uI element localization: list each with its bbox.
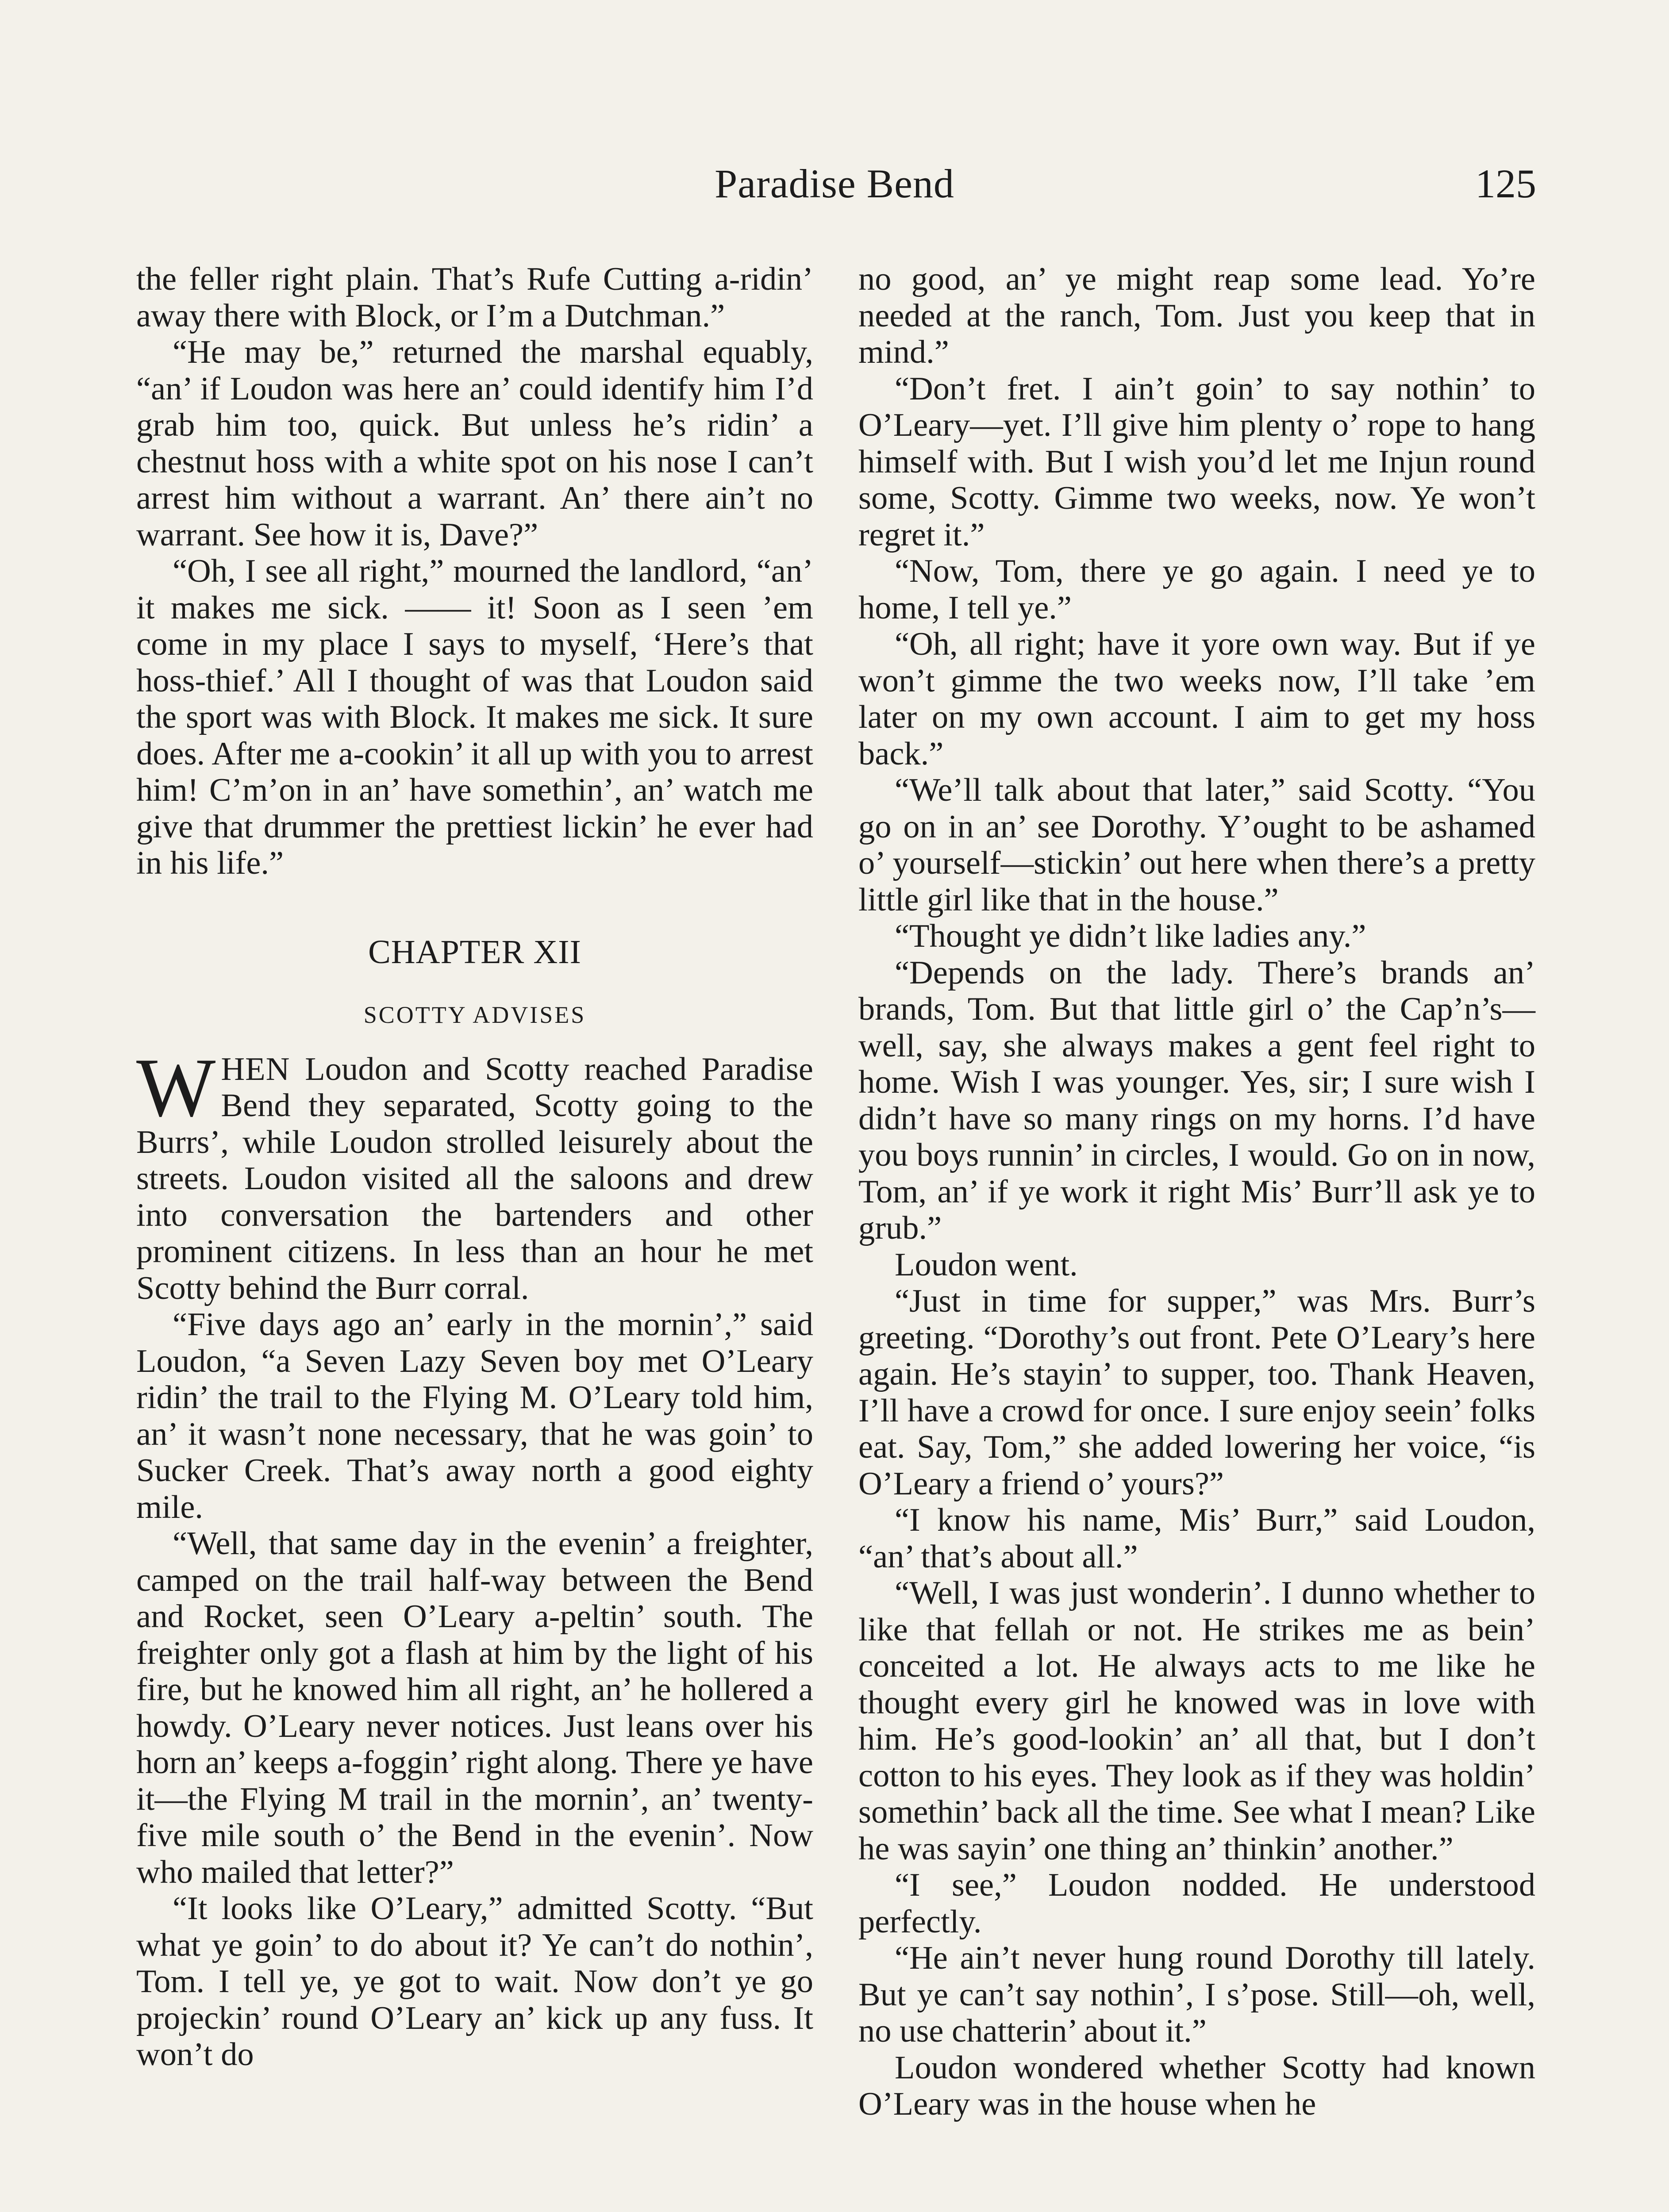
opening-smallcaps: HEN — [221, 1051, 290, 1087]
paragraph: “Now, Tom, there ye go again. I need ye to home, I tell ye.” — [858, 553, 1535, 626]
paragraph: “Five days ago an’ early in the mornin’,” said Loudon, “a Seven Lazy Seven boy met O’Leary ridin’ the trail to the Flying M. O’Leary told him, an’ it wasn’t none necessary, that he was goin’ to Sucker Creek. That’s away north a good eighty mile. — [136, 1306, 813, 1525]
chapter-title: CHAPTER XII — [368, 933, 581, 971]
paragraph: “Just in time for supper,” was Mrs. Burr’s greeting. “Dorothy’s out front. Pete O’Leary’s here again. He’s stayin’ to supper, too. Thank Heaven, I’ll have a crowd for once. I sure enjoy seein’ folks eat. Say, Tom,” she added lowering her voice, “is O’Leary a friend o’ yours?” — [858, 1283, 1535, 1502]
paragraph: “He may be,” returned the marshal equably, “an’ if Loudon was here an’ could identify him I’d grab him too, quick. But unless he’s ridin’ a chestnut hoss with a white spot on his nose I can’t arrest him without a warrant. An’ there ain’t no warrant. See how it is, Dave?” — [136, 334, 813, 553]
running-header — [133, 160, 1536, 213]
paragraph: “I know his name, Mis’ Burr,” said Loudon, “an’ that’s about all.” — [858, 1502, 1535, 1575]
paragraph: “He ain’t never hung round Dorothy till lately. But ye can’t say nothin’, I s’pose. Still—oh, well, no use chatterin’ about it.” — [858, 1940, 1535, 2049]
paragraph: the feller right plain. That’s Rufe Cutting a-ridin’ away there with Block, or I’m a Dutchman.” — [136, 261, 813, 334]
paragraph: “Oh, all right; have it yore own way. But if ye won’t gimme the two weeks now, I’ll take ’em later on my own account. I aim to get my hoss back.” — [858, 626, 1535, 772]
paragraph: no good, an’ ye might reap some lead. Yo’re needed at the ranch, Tom. Just you keep that in mind.” — [858, 261, 1535, 370]
opening-paragraph — [136, 1041, 813, 1307]
page-number: 125 — [1475, 161, 1536, 206]
paragraph: “It looks like O’Leary,” admitted Scotty. “But what ye goin’ to do about it? Ye can’t do nothin’, Tom. I tell ye, ye got to wait. Now don’t ye go projeckin’ round O’Leary an’ kick up any fuss. It won’t do — [136, 1890, 813, 2073]
paragraph: “We’ll talk about that later,” said Scotty. “You go on in an’ see Dorothy. Y’ought to be ashamed o’ yourself—stickin’ out here when there’s a pretty little girl like that in the house.” — [858, 772, 1535, 918]
running-title: Paradise Bend — [715, 161, 954, 206]
paragraph: “Depends on the lady. There’s brands an’ brands, Tom. But that little girl o’ the Cap’n’s—well, say, she always makes a gent feel right to home. Wish I was younger. Yes, sir; I sure wish I didn’t have so many rings on my horns. I’d have you boys runnin’ in circles, I would. Go on in now, Tom, an’ if ye work it right Mis’ Burr’ll ask ye to grub.” — [858, 954, 1535, 1246]
paragraph: Loudon went. — [894, 1246, 1078, 1283]
paragraph: “Thought ye didn’t like ladies any.” — [894, 918, 1366, 954]
drop-cap: W — [136, 1041, 216, 1134]
paragraph: “Oh, I see all right,” mourned the landlord, “an’ it makes me sick. —— it! Soon as I seen ’em come in my place I says to myself, ‘Here’s that hoss-thief.’ All I thought of was that Loudon said the sport was with Block. It makes me sick. It sure does. After me a-cookin’ it all up with you to arrest him! C’m’on in an’ have somethin’, an’ watch me give that drummer the prettiest lickin’ he ever had in his life.” — [136, 553, 813, 881]
opening-text: Loudon and Scotty reached Paradise Bend they separated, Scotty going to the Burrs’, while Loudon strolled leisurely about the streets. Loudon visited all the saloons and drew into conversation the bartenders and other prominent citizens. In less than an hour he met Scotty behind the Burr corral. — [136, 1051, 813, 1306]
right-column — [858, 261, 1535, 2123]
left-column — [136, 261, 813, 2073]
paragraph: “Well, that same day in the evenin’ a freighter, camped on the trail half-way between the Bend and Rocket, seen O’Leary a-peltin’ south. The freighter only got a flash at him by the light of his fire, but he knowed him all right, an’ he hollered a howdy. O’Leary never notices. Just leans over his horn an’ keeps a-foggin’ right along. There ye have it—the Flying M trail in the mornin’, an’ twenty-five mile south o’ the Bend in the evenin’. Now who mailed that letter?” — [136, 1525, 813, 1890]
paragraph: Loudon wondered whether Scotty had known O’Leary was in the house when he — [858, 2049, 1535, 2122]
paragraph: “I see,” Loudon nodded. He understood perfectly. — [858, 1867, 1535, 1940]
paragraph: “Don’t fret. I ain’t goin’ to say nothin’ to O’Leary—yet. I’ll give him plenty o’ rope to hang himself with. But I wish you’d let me Injun round some, Scotty. Gimme two weeks, now. Ye won’t regret it.” — [858, 370, 1535, 553]
chapter-subtitle: SCOTTY ADVISES — [363, 1002, 586, 1028]
paragraph: “Well, I was just wonderin’. I dunno whether to like that fellah or not. He strikes me as bein’ conceited a lot. He always acts to me like he thought every girl he knowed was in love with him. He’s good-lookin’ an’ all that, but I don’t cotton to his eyes. They look as if they was holdin’ somethin’ back all the time. See what I mean? Like he was sayin’ one thing an’ thinkin’ another.” — [858, 1575, 1535, 1867]
